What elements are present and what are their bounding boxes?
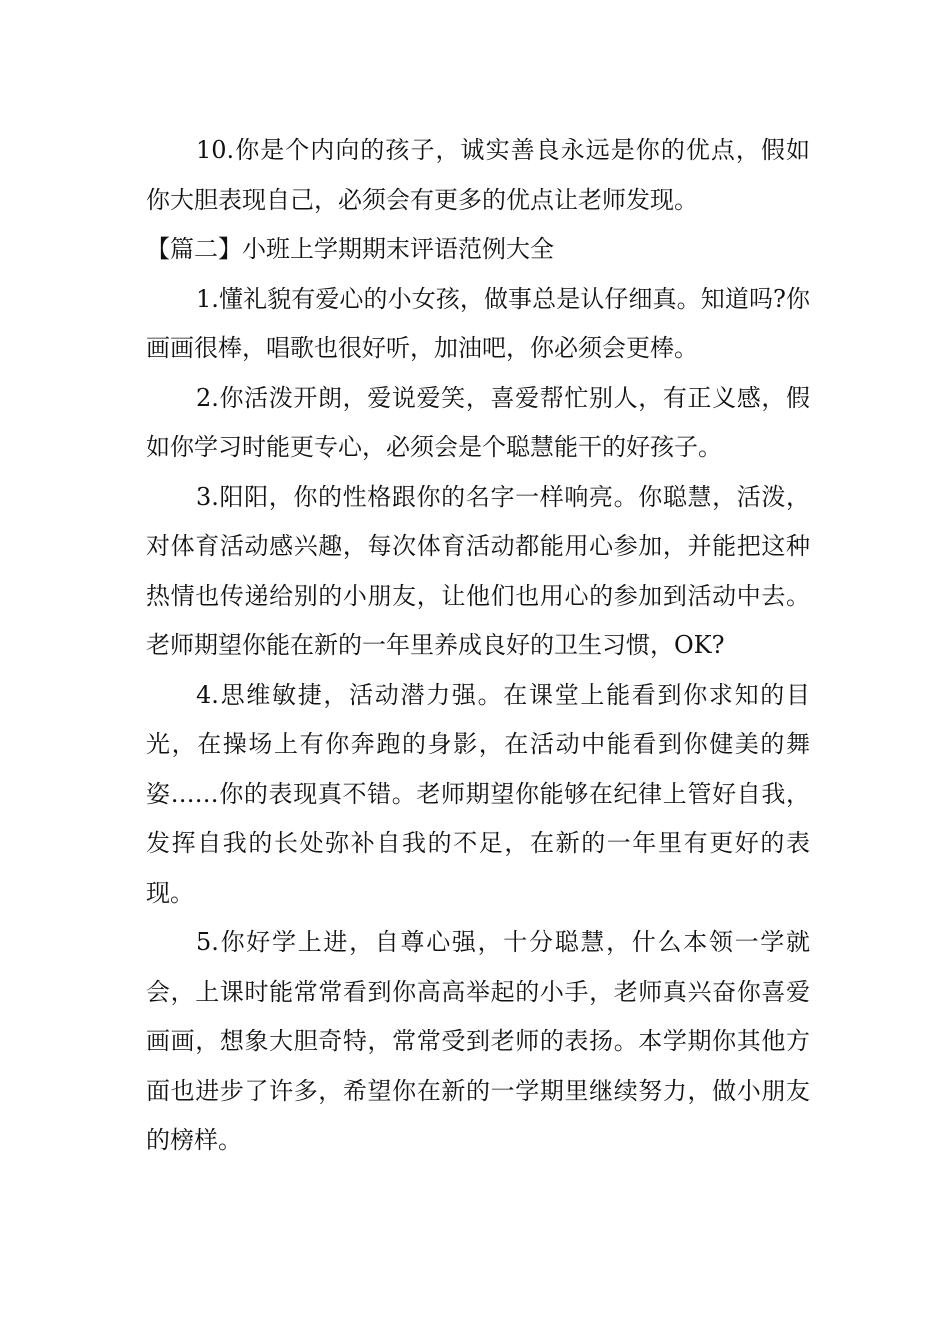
comment-item-4: 4.思维敏捷，活动潜力强。在课堂上能看到你求知的目光，在操场上有你奔跑的身影，在活动中能看到你健美的舞姿……你的表现真不错。老师期望你能够在纪律上管好自我，发挥自我的长处弥补自我的不足，在新的一年里有更好的表现。: [146, 680, 810, 907]
comment-item-3: 3.阳阳，你的性格跟你的名字一样响亮。你聪慧，活泼，对体育活动感兴趣，每次体育活动都能用心参加，并能把这种热情也传递给别的小朋友，让他们也用心的参加到活动中去。老师期望你能在新的一年里养成良好的卫生习惯，OK?: [146, 482, 810, 659]
comment-item-10: 10.你是个内向的孩子，诚实善良永远是你的优点，假如你大胆表现自己，必须会有更多的优点让老师发现。: [146, 136, 810, 214]
comment-item-5: 5.你好学上进，自尊心强，十分聪慧，什么本领一学就会，上课时能常常看到你高高举起的小手，老师真兴奋你喜爱画画，想象大胆奇特，常常受到老师的表扬。本学期你其他方面也进步了许多，希望你在新的一学期里继续努力，做小朋友的榜样。: [146, 928, 810, 1154]
comment-item-1: 1.懂礼貌有爱心的小女孩，做事总是认仔细真。知道吗?你画画很棒，唱歌也很好听，加油吧，你必须会更棒。: [146, 284, 810, 362]
comment-item-2: 2.你活泼开朗，爱说爱笑，喜爱帮忙别人，有正义感，假如你学习时能更专心，必须会是个聪慧能干的好孩子。: [146, 383, 810, 461]
document-page: [146, 126, 810, 1166]
section-heading: 【篇二】小班上学期期末评语范例大全: [146, 235, 554, 263]
